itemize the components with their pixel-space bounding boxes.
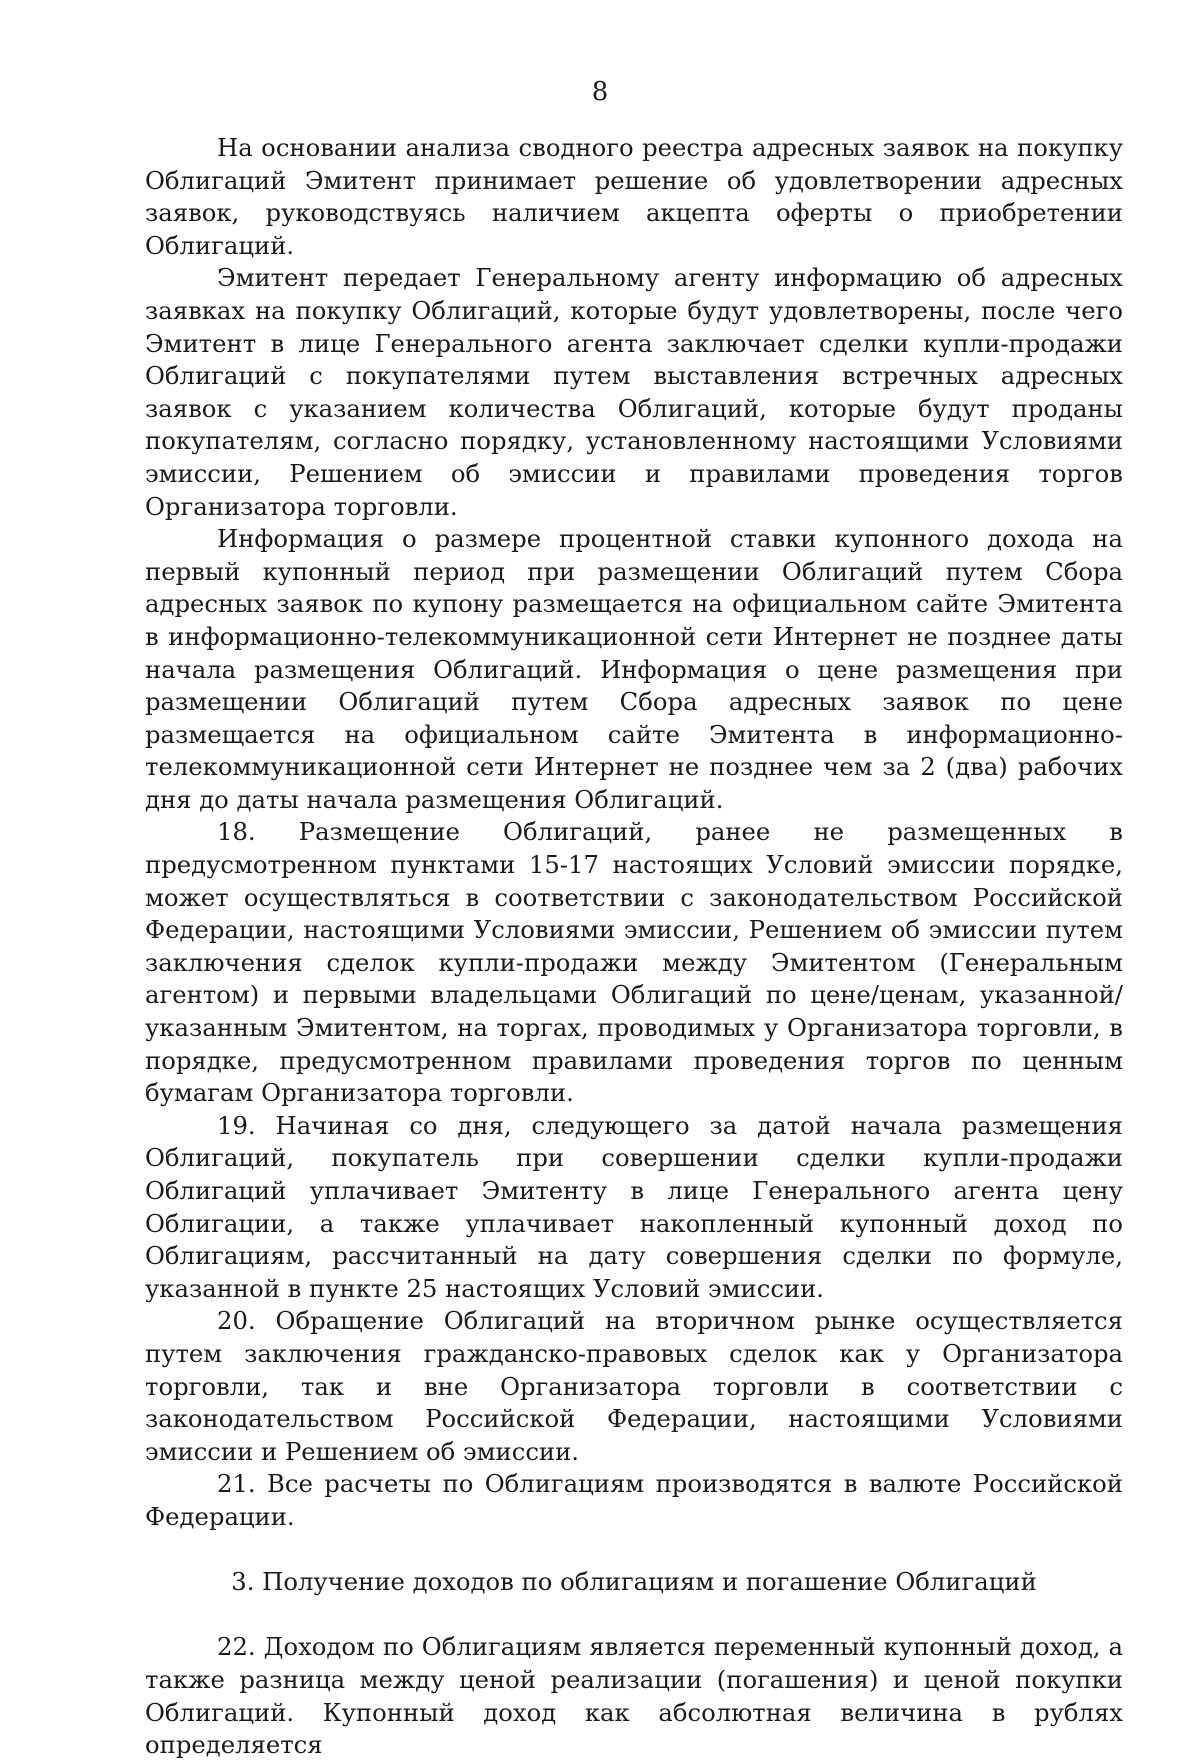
paragraph-item-20: 20. Обращение Облигаций на вторичном рынке осуществляется путем заключения гражданско-правовых сделок как у Организатора торговли, так и вне Организатора торговли в соответствии с законодательством Российской Федерации, настоящими Условиями эмиссии и Решением об эмиссии. <box>145 1306 1123 1466</box>
page-number: 8 <box>591 77 609 107</box>
document-body <box>145 132 1123 1762</box>
paragraph-item-22: 22. Доходом по Облигациям является переменный купонный доход, а также разница между ценой реализации (погашения) и ценой покупки Облигаций. Купонный доход как абсолютная величина в рублях определяется <box>145 1632 1123 1760</box>
paragraph-general-agent: Эмитент передает Генеральному агенту информацию об адресных заявках на покупку Облигаций, которые будут удовлетворены, после чего Эмитент в лице Генерального агента заключает сделки купли-продажи Облигаций с покупателями путем выставления встречных адресных заявок с указанием количества Облигаций, которые будут проданы покупателям, согласно порядку, установленному настоящими Условиями эмиссии, Решением об эмиссии и правилами проведения торгов Организатора торговли. <box>145 263 1123 521</box>
paragraph-item-18: 18. Размещение Облигаций, ранее не размещенных в предусмотренном пунктами 15-17 настоящих Условий эмиссии порядке, может осуществляться в соответствии с законодательством Российской Федерации, настоящими Условиями эмиссии, Решением об эмиссии путем заключения сделок купли-продажи между Эмитентом (Генеральным агентом) и первыми владельцами Облигаций по цене/ценам, указанной/указанным Эмитентом, на торгах, проводимых у Организатора торговли, в порядке, предусмотренном правилами проведения торгов по ценным бумагам Организатора торговли. <box>145 817 1123 1108</box>
paragraph-item-21: 21. Все расчеты по Облигациям производятся в валюте Российской Федерации. <box>145 1469 1123 1531</box>
section-heading: 3. Получение доходов по облигациям и погашение Облигаций <box>231 1567 1037 1597</box>
paragraph-coupon-info: Информация о размере процентной ставки купонного дохода на первый купонный период при размещении Облигаций путем Сбора адресных заявок по купону размещается на официальном сайте Эмитента в информационно-телекоммуникационной сети Интернет не позднее даты начала размещения Облигаций. Информация о цене размещения при размещении Облигаций путем Сбора адресных заявок по цене размещается на официальном сайте Эмитента в информационно-телекоммуникационной сети Интернет не позднее чем за 2 (два) рабочих дня до даты начала размещения Облигаций. <box>145 524 1123 814</box>
paragraph-item-19: 19. Начиная со дня, следующего за датой начала размещения Облигаций, покупатель при совершении сделки купли-продажи Облигаций уплачивает Эмитенту в лице Генерального агента цену Облигации, а также уплачивает накопленный купонный доход по Облигациям, рассчитанный на дату совершения сделки по формуле, указанной в пункте 25 настоящих Условий эмиссии. <box>145 1110 1123 1303</box>
paragraph-analysis: На основании анализа сводного реестра адресных заявок на покупку Облигаций Эмитент принимает решение об удовлетворении адресных заявок, руководствуясь наличием акцепта оферты о приобретении Облигаций. <box>145 133 1123 260</box>
